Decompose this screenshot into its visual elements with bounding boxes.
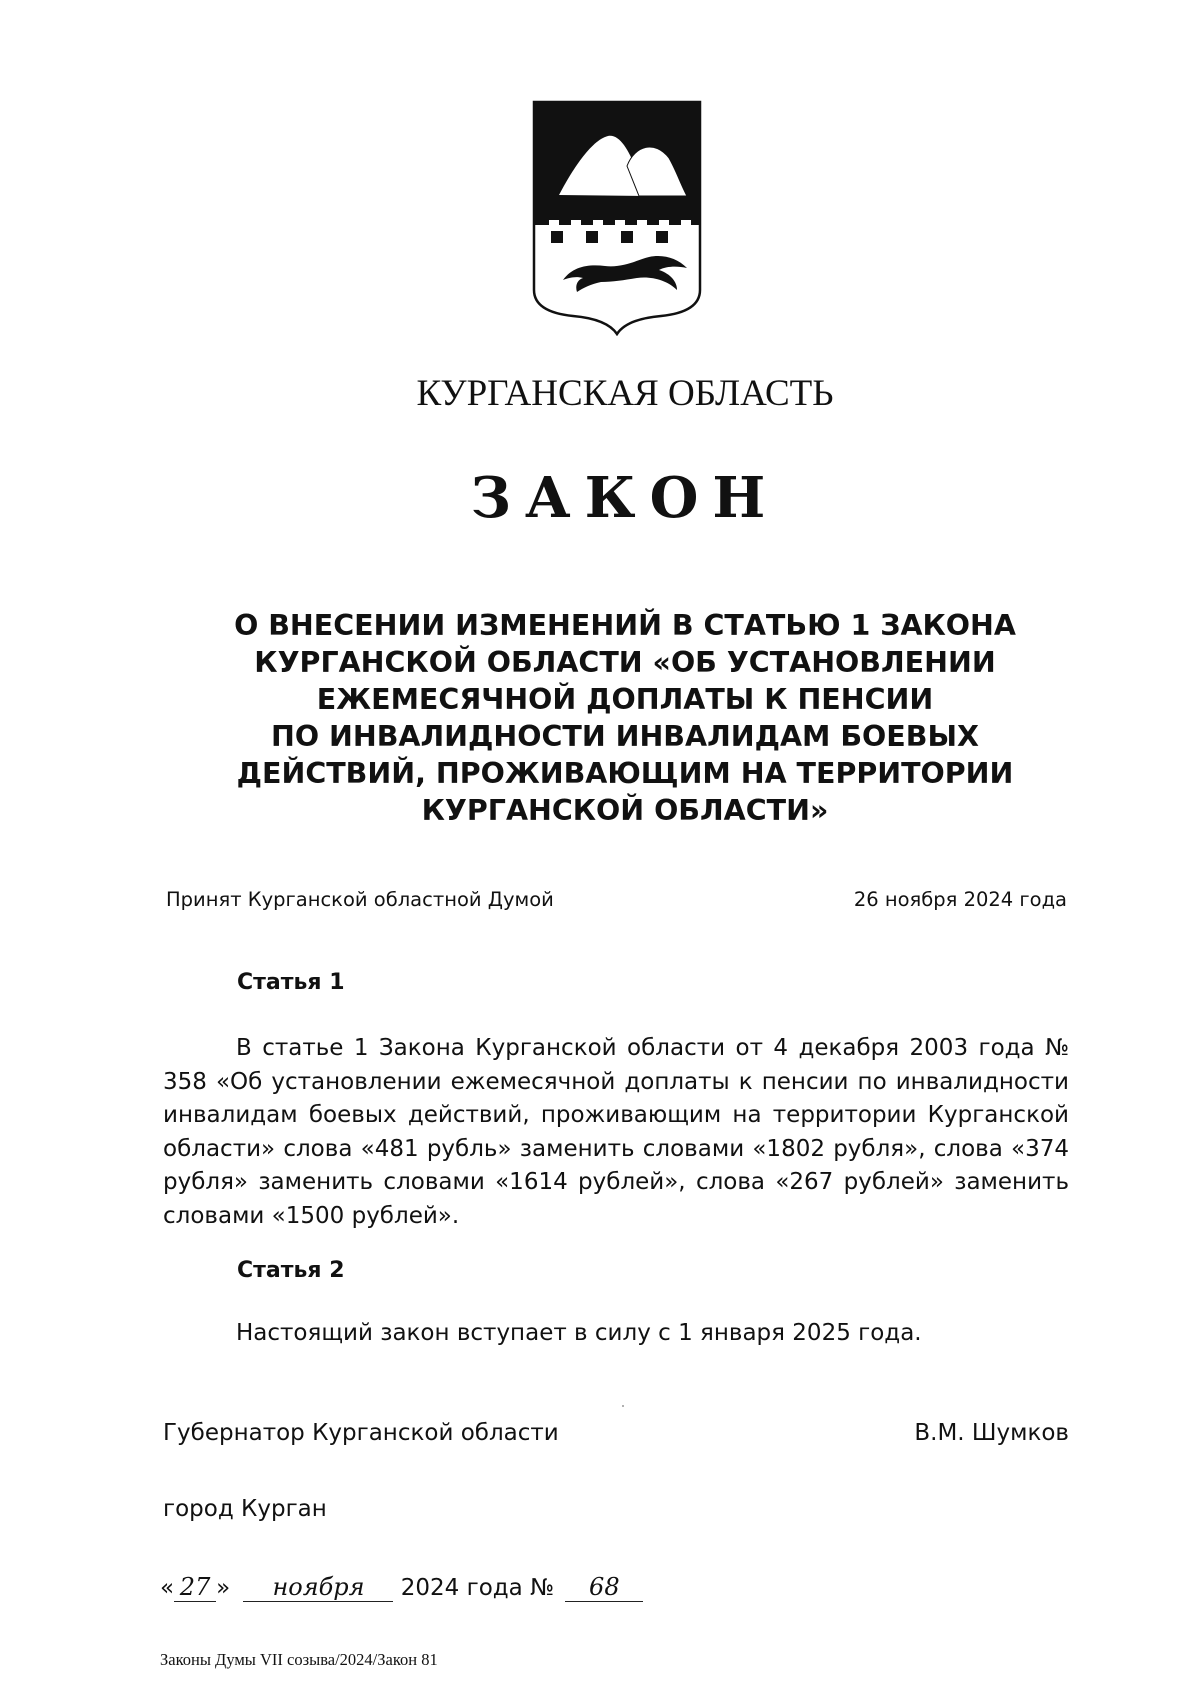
document-type: ЗАКОН [470,465,780,531]
handwritten-month: ноября [243,1573,393,1602]
open-quote: « [160,1575,175,1601]
enactment-date-line [160,1573,643,1602]
article-2-text: Настоящий закон вступает в силу с 1 января 2025 года. [236,1320,922,1346]
handwritten-day: 27 [174,1573,216,1602]
scan-speck [622,1405,624,1407]
law-title-line: КУРГАНСКОЙ ОБЛАСТИ «ОБ УСТАНОВЛЕНИИ [254,646,996,679]
article-1-heading: Статья 1 [237,970,345,995]
signatory-name: В.М. Шумков [914,1420,1069,1446]
law-title-line: ПО ИНВАЛИДНОСТИ ИНВАЛИДАМ БОЕВЫХ [271,720,979,753]
article-2-heading: Статья 2 [237,1258,345,1283]
handwritten-law-number: 68 [565,1573,643,1602]
law-title-line: ДЕЙСТВИЙ, ПРОЖИВАЮЩИМ НА ТЕРРИТОРИИ [236,757,1014,790]
article-1-text: В статье 1 Закона Курганской области от 4 декабря 2003 года № 358 «Об установлении ежемесячной доплаты к пенсии по инвалидности инвалидам боевых действий, проживающим на территории Курганской области» слова «481 рубль» заменить словами «1802 рубля», слова «374 рубля» заменить словами «1614 рублей», слова «267 рублей» заменить словами «1500 рублей». [163,1035,1069,1229]
footer-reference: Законы Думы VII созыва/2024/Закон 81 [160,1650,438,1669]
kurgan-coat-of-arms-icon [531,100,703,336]
region-title: КУРГАНСКАЯ ОБЛАСТЬ [416,373,834,414]
law-title-line: О ВНЕСЕНИИ ИЗМЕНЕНИЙ В СТАТЬЮ 1 ЗАКОНА [234,609,1016,642]
adoption-date: 26 ноября 2024 года [853,888,1067,911]
signatory-position: Губернатор Курганской области [163,1420,559,1446]
city: город Курган [163,1496,327,1522]
law-title-line: КУРГАНСКОЙ ОБЛАСТИ» [421,794,829,827]
close-quote: » [216,1575,231,1601]
law-title [220,607,1030,829]
law-title-line: ЕЖЕМЕСЯЧНОЙ ДОПЛАТЫ К ПЕНСИИ [316,683,934,716]
year-label: 2024 года № [400,1575,555,1601]
adopted-by: Принят Курганской областной Думой [166,888,554,911]
